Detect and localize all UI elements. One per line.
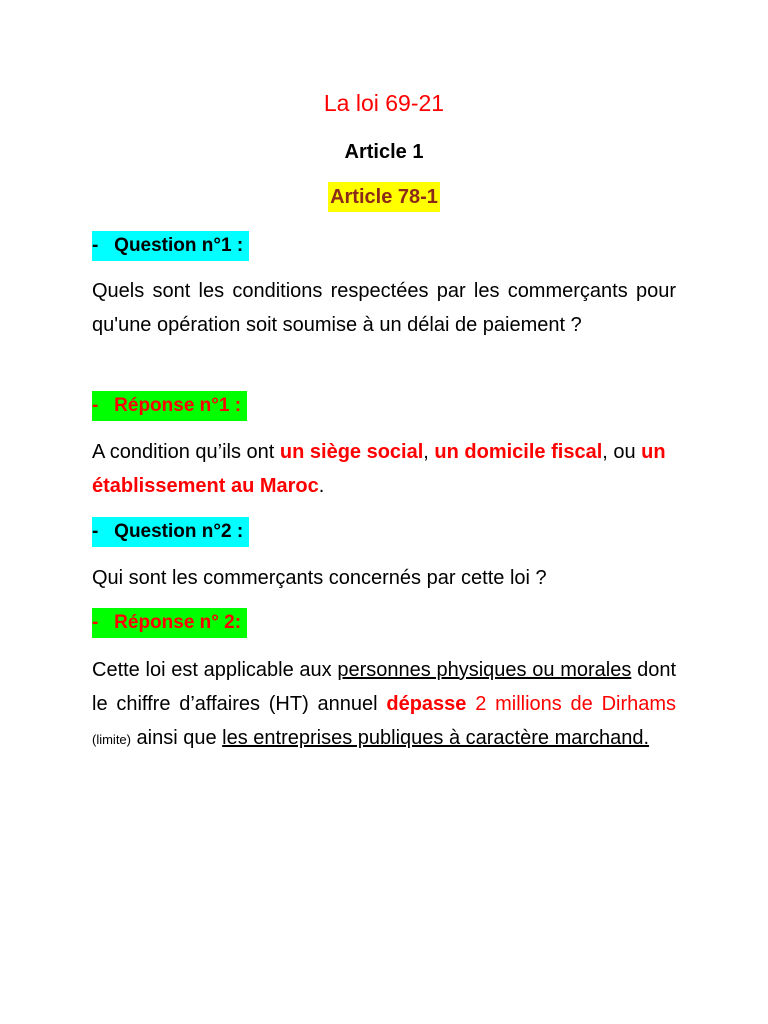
document-title: La loi 69-21 — [323, 90, 445, 116]
question-1-text: Quels sont les conditions respectées par les commerçants pour qu'une opération soit soumise à un délai de paiement ? — [92, 280, 676, 336]
answer-1-part: . — [318, 475, 325, 497]
question-1-label: - Question n°1 : — [92, 231, 249, 261]
answer-1-highlight-domicile: un domicile fiscal — [434, 441, 603, 463]
article-highlight: Article 78-1 — [328, 182, 440, 212]
answer-1-label: - Réponse n°1 : — [92, 391, 247, 421]
answer-2-highlight-depasse: dépasse — [386, 693, 467, 715]
answer-1-highlight-etablissement: un établissement au Maroc — [92, 441, 666, 497]
answer-1-highlight-siege: un siège social — [279, 441, 424, 463]
answer-2-highlight-millions: 2 millions de Dirhams — [475, 693, 677, 715]
article-highlight-wrapper — [92, 182, 676, 212]
answer-2-part — [466, 693, 475, 715]
answer-1-part: , ou — [602, 441, 642, 463]
answer-2-part: Cette loi est applicable aux — [92, 659, 338, 681]
answer-1-part: , — [423, 441, 435, 463]
answer-1-part: A condition qu’ils ont — [92, 441, 280, 463]
question-2-text: Qui sont les commerçants concernés par cette loi ? — [92, 567, 547, 589]
answer-2-underline-personnes: personnes physiques ou morales — [337, 659, 632, 681]
answer-1-text — [92, 435, 676, 503]
answer-2-part: ainsi que — [131, 727, 223, 749]
article-heading: Article 1 — [344, 141, 424, 163]
answer-2-label: - Réponse n° 2: — [92, 608, 247, 638]
answer-2-underline-entreprises: les entreprises publiques à caractère marchand. — [222, 727, 650, 749]
answer-2-text — [92, 653, 676, 757]
question-2-label: - Question n°2 : — [92, 517, 249, 547]
answer-2-part: dont le chiffre d’affaires (HT) annuel — [92, 659, 676, 715]
answer-2-limite-note: (limite) — [92, 732, 131, 747]
